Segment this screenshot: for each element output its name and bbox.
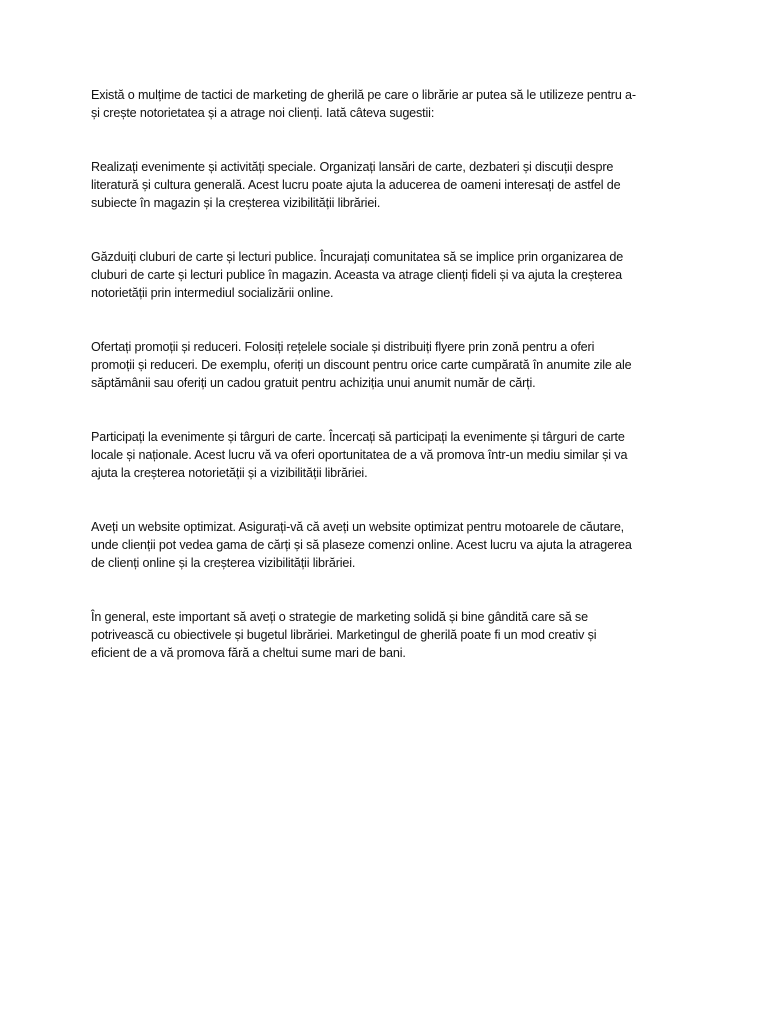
fairs-paragraph <box>91 428 681 482</box>
text-line: locale și naționale. Acest lucru vă va oferi oportunitatea de a vă promova într-un mediu similar și va <box>91 448 628 462</box>
intro-paragraph <box>91 86 681 122</box>
text-line: eficient de a vă promova fără a cheltui sume mari de bani. <box>91 646 406 660</box>
text-line: Participați la evenimente și târguri de carte. Încercați să participați la evenimente și târguri de carte <box>91 430 625 444</box>
text-line: În general, este important să aveți o strategie de marketing solidă și bine gândită care să se <box>91 610 588 624</box>
events-paragraph <box>91 158 681 212</box>
text-line: de clienți online și la creșterea vizibilității librăriei. <box>91 556 356 570</box>
text-line: Aveți un website optimizat. Asigurați-vă că aveți un website optimizat pentru motoarele de căutare, <box>91 520 625 534</box>
text-line: notorietății prin intermediul socializării online. <box>91 286 334 300</box>
text-line: Realizați evenimente și activități speciale. Organizați lansări de carte, dezbateri și discuții despre <box>91 160 614 174</box>
book-clubs-paragraph <box>91 248 681 302</box>
text-line: ajuta la creșterea notorietății și a vizibilității librăriei. <box>91 466 368 480</box>
text-line: subiecte în magazin și la creșterea vizibilității librăriei. <box>91 196 381 210</box>
text-line: potrivească cu obiectivele și bugetul librăriei. Marketingul de gherilă poate fi un mod creativ și <box>91 628 597 642</box>
website-paragraph <box>91 518 681 572</box>
text-line: cluburi de carte și lecturi publice în magazin. Aceasta va atrage clienți fideli și va ajuta la creșterea <box>91 268 622 282</box>
text-line: săptămânii sau oferiți un cadou gratuit pentru achiziția unui anumit număr de cărți. <box>91 376 536 390</box>
text-line: Găzduiți cluburi de carte și lecturi publice. Încurajați comunitatea să se implice prin organizarea de <box>91 250 624 264</box>
text-line: unde clienții pot vedea gama de cărți și să plaseze comenzi online. Acest lucru va ajuta la atragerea <box>91 538 632 552</box>
promotions-paragraph <box>91 338 681 392</box>
text-line: Ofertați promoții și reduceri. Folosiți rețelele sociale și distribuiți flyere prin zonă pentru a oferi <box>91 340 595 354</box>
text-line: și crește notorietatea și a atrage noi clienți. Iată câteva sugestii: <box>91 106 435 120</box>
text-line: literatură și cultura generală. Acest lucru poate ajuta la aducerea de oameni interesați de astfel de <box>91 178 621 192</box>
text-line: promoții și reduceri. De exemplu, oferiți un discount pentru orice carte cumpărată în anumite zile ale <box>91 358 632 372</box>
conclusion-paragraph <box>91 608 681 662</box>
text-line: Există o mulțime de tactici de marketing de gherilă pe care o librărie ar putea să le utilizeze pentru a- <box>91 88 636 102</box>
